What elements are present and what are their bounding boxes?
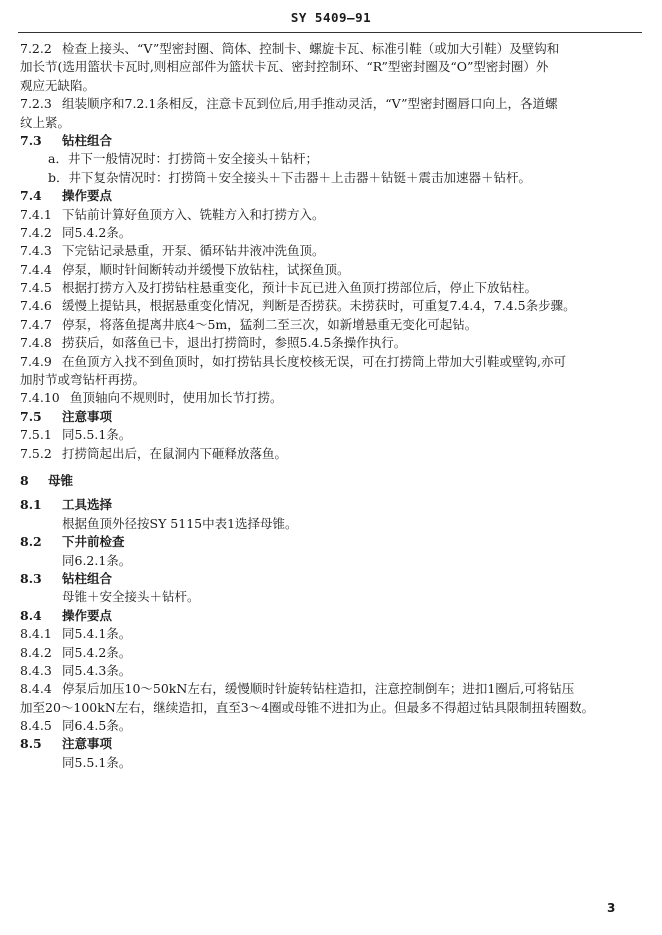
clause-7-4-5	[20, 279, 648, 297]
clause-8-4-4-line2: 加至20～100kN左右，继续造扣，直至3～4圈或母锥不进扣为止。但最多不得超过钻具限制扭转圈数。	[20, 699, 595, 715]
clause-number: 7.4.6	[20, 298, 52, 314]
clause-7-4-6	[20, 297, 648, 315]
clause-7-4-9-line2: 加肘节或弯钻杆再捞。	[20, 372, 146, 388]
page-body	[20, 40, 648, 772]
paragraph-7-2-2-line1	[20, 40, 648, 58]
section-title: 钻柱组合	[62, 132, 113, 148]
clause-number: 8	[20, 472, 29, 488]
clause-number: 7.4.1	[20, 206, 52, 222]
item-7-3-a: a．井下一般情况时：打捞筒＋安全接头＋钻杆；	[48, 151, 318, 167]
clause-number: 7.4.3	[20, 243, 52, 259]
section-title: 钻柱组合	[62, 570, 113, 586]
clause-number: 7.5	[20, 408, 42, 424]
section-8-3-heading	[20, 570, 648, 588]
section-8-5-text: 同5.5.1条。	[62, 754, 132, 770]
clause-text: 同6.4.5条。	[62, 718, 132, 734]
clause-text: 鱼顶轴向不规则时，使用加长节打捞。	[70, 390, 283, 406]
doc-header: SY 5409—91	[290, 10, 372, 25]
clause-text: 同5.4.1条。	[62, 626, 132, 642]
clause-8-4-4-line1	[20, 680, 648, 698]
clause-text: 停泵后加压10～50kN左右，缓慢顺时针旋转钻柱造扣，注意控制倒车；进扣1圈后,可将钻压	[62, 681, 575, 697]
clause-8-4-2	[20, 644, 648, 662]
clause-text: 停泵，将落鱼提离井底4～5m，猛刹二至三次，如新增悬重无变化可起钻。	[62, 316, 478, 332]
clause-number: 7.2.3	[20, 96, 52, 112]
clause-number: 7.4.7	[20, 316, 52, 332]
clause-text: 打捞筒起出后，在鼠洞内下砸释放落鱼。	[62, 445, 288, 461]
paragraph-7-2-3-line2: 纹上紧。	[20, 114, 71, 130]
section-8-4-heading	[20, 607, 648, 625]
clause-number: 7.4.2	[20, 224, 52, 240]
paragraph-text: 检查上接头、“V”型密封圈、筒体、控制卡、螺旋卡瓦、标准引鞋（或加大引鞋）及壁钩和	[62, 41, 560, 56]
clause-number: 7.2.2	[20, 41, 52, 56]
chapter-title: 母锥	[48, 472, 74, 488]
clause-8-4-5	[20, 717, 648, 735]
clause-text: 同5.4.2条。	[62, 644, 132, 660]
paragraph-text: 组装顺序和7.2.1条相反，注意卡瓦到位后,用手推动灵活，“V”型密封圈唇口向上，各道螺	[62, 96, 558, 112]
clause-number: 7.4.8	[20, 335, 52, 351]
clause-8-4-3	[20, 662, 648, 680]
section-title: 操作要点	[62, 607, 113, 623]
paragraph-7-2-2-line2: 加长节(选用篮状卡瓦时,则相应部件为篮状卡瓦、密封控制环、“R”型密封圈及“O”型密封圈）外	[20, 59, 549, 75]
item-7-3-b: b．井下复杂情况时：打捞筒＋安全接头＋下击器＋上击器＋钻铤＋震击加速器＋钻杆。	[48, 169, 532, 185]
clause-number: 8.4.4	[20, 681, 52, 697]
clause-number: 8.4.2	[20, 644, 52, 660]
section-7-5-heading	[20, 408, 648, 426]
page-number: 3	[607, 901, 616, 915]
clause-number: 8.4.1	[20, 626, 52, 642]
section-8-2-heading	[20, 533, 648, 551]
clause-number: 7.4.10	[20, 390, 60, 406]
clause-number: 7.5.1	[20, 427, 52, 443]
paragraph-7-2-3-line1	[20, 95, 648, 113]
section-8-2-text: 同6.2.1条。	[62, 552, 132, 568]
clause-number: 8.1	[20, 497, 42, 513]
section-7-3-heading	[20, 132, 648, 150]
clause-number: 7.3	[20, 132, 42, 148]
clause-text: 同5.5.1条。	[62, 427, 132, 443]
clause-number: 8.3	[20, 570, 42, 586]
clause-number: 7.4.9	[20, 353, 52, 369]
clause-number: 7.4.5	[20, 280, 52, 296]
section-8-3-text: 母锥＋安全接头＋钻杆。	[62, 589, 200, 605]
clause-number: 8.2	[20, 534, 42, 550]
clause-text: 根据打捞方入及打捞钻柱悬重变化，预计卡瓦已进入鱼顶打捞部位后，停止下放钻柱。	[62, 280, 538, 296]
clause-text: 下完钻记录悬重，开泵、循环钻井液冲洗鱼顶。	[62, 243, 325, 259]
clause-number: 8.4	[20, 607, 42, 623]
clause-7-4-3	[20, 242, 648, 260]
clause-7-4-9-line1	[20, 353, 648, 371]
clause-7-4-8	[20, 334, 648, 352]
clause-number: 7.4.4	[20, 261, 52, 277]
spacer	[20, 463, 648, 472]
section-8-5-heading	[20, 735, 648, 753]
clause-7-5-2	[20, 445, 648, 463]
clause-number: 8.4.5	[20, 718, 52, 734]
clause-number: 8.4.3	[20, 662, 52, 678]
section-8-1-text: 根据鱼顶外径按SY 5115中表1选择母锥。	[62, 515, 298, 531]
section-title: 注意事项	[62, 736, 113, 752]
clause-7-5-1	[20, 426, 648, 444]
clause-text: 同5.4.2条。	[62, 224, 132, 240]
clause-7-4-2	[20, 224, 648, 242]
clause-7-4-7	[20, 316, 648, 334]
section-title: 工具选择	[62, 497, 113, 513]
section-title: 注意事项	[62, 408, 113, 424]
chapter-8-heading	[20, 472, 648, 490]
clause-7-4-1	[20, 206, 648, 224]
paragraph-7-2-2-line3: 观应无缺陷。	[20, 77, 96, 93]
section-title: 下井前检查	[62, 534, 125, 550]
section-7-4-heading	[20, 187, 648, 205]
clause-7-4-4	[20, 261, 648, 279]
clause-text: 停泵，顺时针间断转动并缓慢下放钻柱，试探鱼顶。	[62, 261, 350, 277]
section-8-1-heading	[20, 496, 648, 514]
clause-text: 同5.4.3条。	[62, 662, 132, 678]
clause-8-4-1	[20, 625, 648, 643]
clause-number: 8.5	[20, 736, 42, 752]
clause-text: 缓慢上提钻具，根据悬重变化情况，判断是否捞获。未捞获时，可重复7.4.4，7.4.5条步骤。	[62, 298, 576, 314]
section-title: 操作要点	[62, 188, 113, 204]
clause-text: 下钻前计算好鱼顶方入、铣鞋方入和打捞方入。	[62, 206, 325, 222]
clause-number: 7.5.2	[20, 445, 52, 461]
clause-text: 捞获后，如落鱼已卡，退出打捞筒时，参照5.4.5条操作执行。	[62, 335, 407, 351]
header-rule	[18, 32, 642, 33]
clause-text: 在鱼顶方入找不到鱼顶时，如打捞钻具长度校核无误，可在打捞筒上带加大引鞋或壁钩,亦可	[62, 353, 566, 369]
clause-7-4-10	[20, 389, 648, 407]
clause-number: 7.4	[20, 188, 42, 204]
